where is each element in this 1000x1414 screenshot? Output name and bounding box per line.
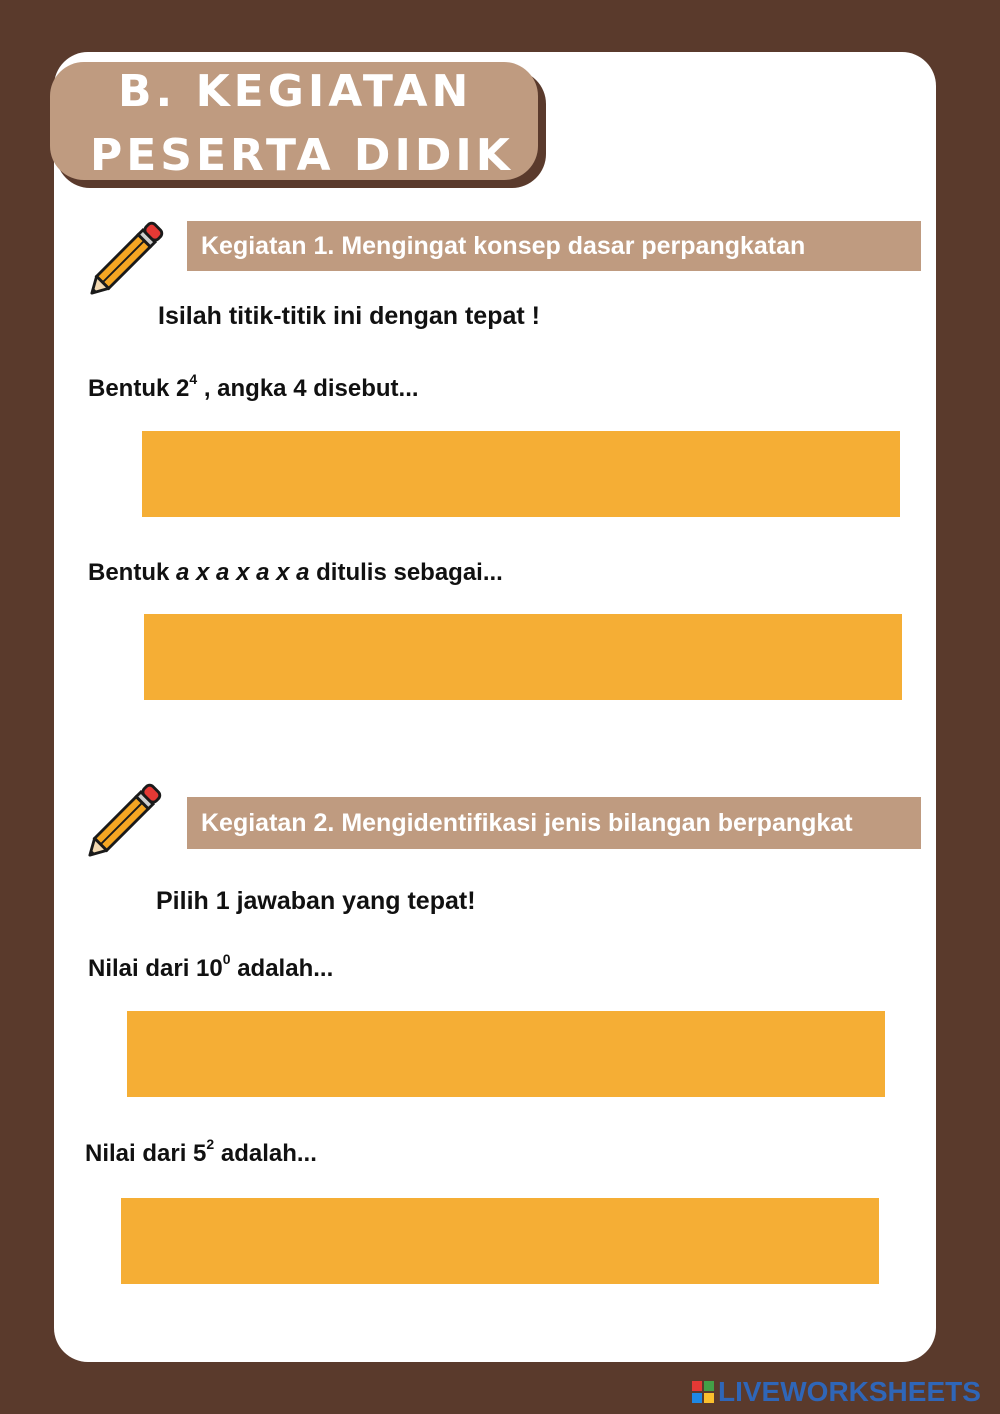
question-1	[88, 371, 419, 403]
question-4	[85, 1136, 317, 1168]
question-2	[88, 559, 503, 587]
pencil-icon	[80, 770, 175, 865]
activity2-banner: Kegiatan 2. Mengidentifikasi jenis bilangan berpangkat	[187, 797, 921, 849]
question-3-exponent: 0	[222, 951, 231, 967]
question-4-exponent: 2	[206, 1136, 215, 1152]
page-title-line2: PESERTA DIDIK	[90, 130, 514, 181]
question-4-prefix: Nilai dari 5	[85, 1140, 207, 1167]
question-2-suffix: ditulis sebagai...	[309, 559, 503, 586]
answer-4-input[interactable]	[121, 1198, 879, 1284]
activity1-banner: Kegiatan 1. Mengingat konsep dasar perpangkatan	[187, 221, 921, 271]
activity1-instruction: Isilah titik-titik ini dengan tepat !	[158, 302, 540, 330]
pencil-icon	[82, 208, 177, 303]
liveworksheets-logo-icon	[692, 1381, 714, 1403]
question-1-exponent: 4	[189, 371, 198, 387]
liveworksheets-brand[interactable]	[692, 1376, 981, 1408]
question-2-expression: a x a x a x a	[176, 559, 310, 586]
answer-2-input[interactable]	[144, 614, 902, 700]
brand-text: LIVEWORKSHEETS	[718, 1376, 981, 1407]
question-1-suffix: , angka 4 disebut...	[197, 375, 419, 402]
page-title-line1: B. KEGIATAN	[118, 66, 473, 117]
question-2-prefix: Bentuk	[88, 559, 177, 586]
question-3-prefix: Nilai dari 10	[88, 955, 223, 982]
question-4-suffix: adalah...	[214, 1140, 317, 1167]
question-1-prefix: Bentuk 2	[88, 375, 190, 402]
answer-3-input[interactable]	[127, 1011, 885, 1097]
activity2-instruction: Pilih 1 jawaban yang tepat!	[156, 887, 476, 915]
question-3	[88, 951, 334, 983]
question-3-suffix: adalah...	[230, 955, 334, 982]
answer-1-input[interactable]	[142, 431, 900, 517]
